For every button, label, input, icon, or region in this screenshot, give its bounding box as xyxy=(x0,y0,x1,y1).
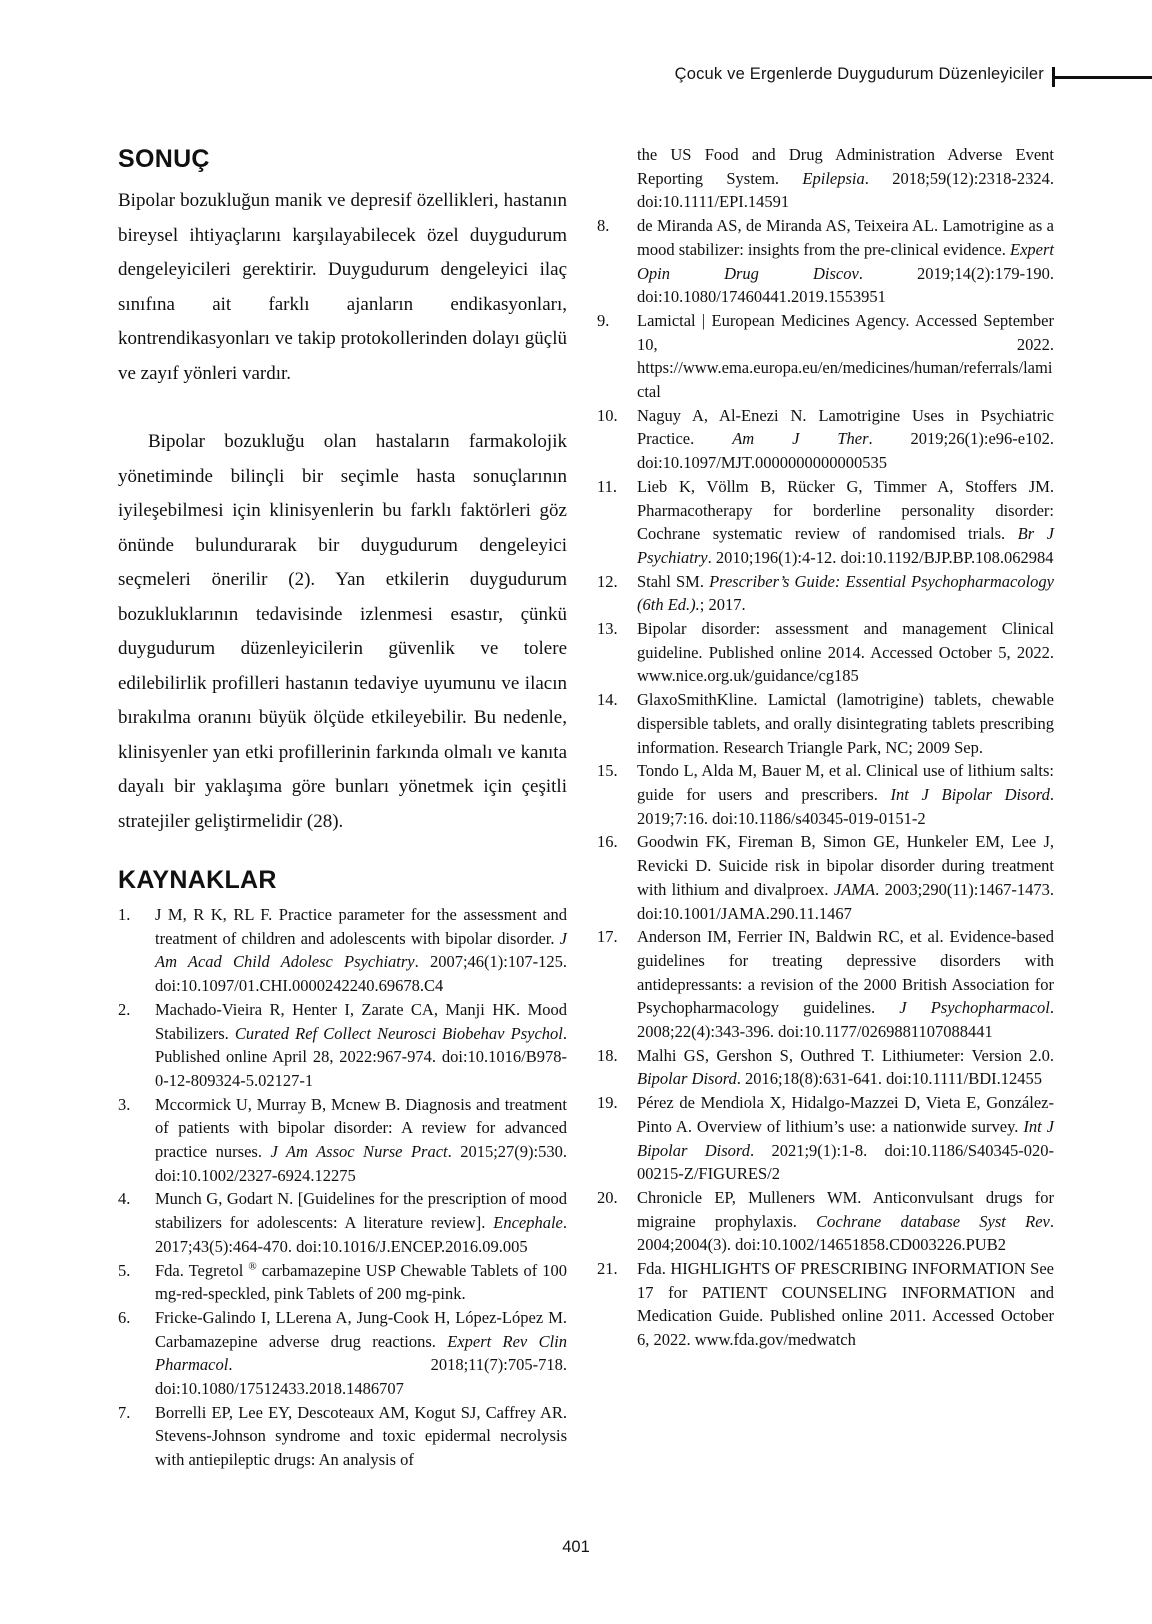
reference-number: 8. xyxy=(597,216,610,236)
reference-number: 12. xyxy=(597,571,618,591)
reference-item xyxy=(597,143,1054,214)
reference-number: 20. xyxy=(597,1187,618,1207)
section-heading-kaynaklar: KAYNAKLAR xyxy=(118,866,277,894)
reference-item xyxy=(597,570,1054,617)
reference-item xyxy=(597,925,1054,1044)
reference-text: Anderson IM, Ferrier IN, Baldwin RC, et al. Evidence-based guidelines for treating depressive disorders with antidepressants: a revision of the 2000 British Association for Psychopharmacology guidelines. J Psychopharmacol. 2008;22(4):343-396. doi:10.1177/0269881107088441 xyxy=(637,927,1054,1042)
reference-number: 19. xyxy=(597,1093,618,1113)
reference-text: Machado-Vieira R, Henter I, Zarate CA, Manji HK. Mood Stabilizers. Curated Ref Collect Neurosci Biobehav Psychol. Published online April 28, 2022:967-974. doi:10.1016/B978-0-12-809324-5.02127-1 xyxy=(155,999,567,1090)
reference-number: 18. xyxy=(597,1045,618,1065)
reference-text: Goodwin FK, Fireman B, Simon GE, Hunkeler EM, Lee J, Revicki D. Suicide risk in bipolar disorder during treatment with lithium and divalproex. JAMA. 2003;290(11):1467-1473. doi:10.1001/JAMA.290.11.1467 xyxy=(637,832,1055,923)
reference-number: 13. xyxy=(597,619,618,639)
reference-item xyxy=(118,1187,567,1258)
reference-item xyxy=(118,1306,567,1401)
references-list-right xyxy=(597,143,1054,1352)
reference-text: Pérez de Mendiola X, Hidalgo-Mazzei D, Vieta E, González-Pinto A. Overview of lithium’s use: a nationwide survey. Int J Bipolar Disord. 2021;9(1):1-8. doi:10.1186/S40345-020-00215-Z/FIGURES/2 xyxy=(637,1093,1055,1184)
reference-text: Stahl SM. Prescriber’s Guide: Essential Psychopharmacology (6th Ed.).; 2017. xyxy=(637,571,1054,615)
reference-number: 10. xyxy=(597,405,618,425)
reference-number: 6. xyxy=(118,1307,131,1327)
reference-text: Mccormick U, Murray B, Mcnew B. Diagnosis and treatment of patients with bipolar disorder: A review for advanced practice nurses. J Am Assoc Nurse Pract. 2015;27(9):530. doi:10.1002/2327-6924.12275 xyxy=(155,1094,567,1185)
reference-number: 16. xyxy=(597,832,618,852)
reference-text: Fricke-Galindo I, LLerena A, Jung-Cook H, López-López M. Carbamazepine adverse drug reactions. Expert Rev Clin Pharmacol. 2018;11(7):705-718. doi:10.1080/17512433.2018.1486707 xyxy=(155,1307,567,1399)
reference-number: 7. xyxy=(118,1402,131,1422)
reference-text: Tondo L, Alda M, Bauer M, et al. Clinical use of lithium salts: guide for users and prescribers. Int J Bipolar Disord. 2019;7:16. doi:10.1186/s40345-019-0151-2 xyxy=(637,761,1054,828)
reference-item xyxy=(597,1257,1054,1352)
reference-item xyxy=(597,475,1054,570)
reference-text: Borrelli EP, Lee EY, Descoteaux AM, Kogut SJ, Caffrey AR. Stevens-Johnson syndrome and toxic epidermal necrolysis with antiepileptic drugs: An analysis of xyxy=(155,1402,567,1470)
reference-number: 14. xyxy=(597,690,618,710)
reference-text: GlaxoSmithKline. Lamictal (lamotrigine) tablets, chewable dispersible tablets, and orally disintegrating tablets prescribing information. Research Triangle Park, NC; 2009 Sep. xyxy=(637,690,1054,757)
page-number: 401 xyxy=(562,1538,590,1556)
reference-item xyxy=(597,1044,1054,1091)
reference-text: de Miranda AS, de Miranda AS, Teixeira AL. Lamotrigine as a mood stabilizer: insights from the pre-clinical evidence. Expert Opin Drug Discov. 2019;14(2):179-190. doi:10.1080/17460441.2019.1553951 xyxy=(637,216,1054,307)
body-paragraph: Bipolar bozukluğun manik ve depresif özellikleri, hastanın bireysel ihtiyaçlarını karşılayabilecek özel duygudurum dengeleyicileri gerektirir. Duygudurum dengeleyici ilaç sınıfına ait farklı ajanların endikasyonları, kontrendikasyonları ve takip protokollerinden dolayı güçlü ve zayıf yönleri vardır. xyxy=(118,190,567,384)
reference-text: Munch G, Godart N. [Guidelines for the prescription of mood stabilizers for adolescents: A literature review]. Encephale. 2017;43(5):464-470. doi:10.1016/J.ENCEP.2016.09.005 xyxy=(155,1189,567,1256)
reference-item xyxy=(597,830,1054,925)
reference-item xyxy=(118,1093,567,1188)
reference-item xyxy=(597,214,1054,309)
reference-item xyxy=(597,309,1054,404)
reference-text: Lieb K, Völlm B, Rücker G, Timmer A, Stoffers JM. Pharmacotherapy for borderline personality disorder: Cochrane systematic review of randomised trials. Br J Psychiatry. 2010;196(1):4-12. doi:10.1192/BJP.BP.108.062984 xyxy=(637,476,1055,567)
reference-item xyxy=(597,1091,1054,1186)
reference-number: 1. xyxy=(118,905,131,924)
reference-item xyxy=(597,617,1054,688)
reference-number: 21. xyxy=(597,1259,618,1279)
reference-text: Fda. Tegretol ® carbamazepine USP Chewable Tablets of 100 mg-red-speckled, pink Tablets of 200 mg-pink. xyxy=(155,1260,567,1304)
reference-text: Lamictal | European Medicines Agency. Accessed September 10, 2022. https://www.ema.europa.eu/en/medicines/human/referrals/lamictal xyxy=(637,310,1054,402)
references-list-left xyxy=(118,903,567,1472)
reference-item xyxy=(118,1401,567,1472)
reference-item xyxy=(597,1186,1054,1257)
section-heading-sonuc: SONUÇ xyxy=(118,145,210,173)
reference-text: Chronicle EP, Mulleners WM. Anticonvulsant drugs for migraine prophylaxis. Cochrane database Syst Rev. 2004;2004(3). doi:10.1002/14651858.CD003226.PUB2 xyxy=(637,1187,1054,1255)
reference-item xyxy=(118,1259,567,1306)
reference-text: Fda. HIGHLIGHTS OF PRESCRIBING INFORMATION See 17 for PATIENT COUNSELING INFORMATION and Medication Guide. Published online 2011. Accessed October 6, 2022. www.fda.gov/medwatch xyxy=(637,1259,1054,1350)
reference-number: 5. xyxy=(118,1260,131,1280)
reference-text: Malhi GS, Gershon S, Outhred T. Lithiumeter: Version 2.0. Bipolar Disord. 2016;18(8):631-641. doi:10.1111/BDI.12455 xyxy=(637,1045,1054,1089)
reference-number: 17. xyxy=(597,927,618,947)
reference-number: 2. xyxy=(118,999,131,1019)
reference-item xyxy=(118,998,567,1093)
reference-number: 4. xyxy=(118,1189,131,1209)
reference-item xyxy=(118,903,567,998)
running-header-title: Çocuk ve Ergenlerde Duygudurum Düzenleyiciler xyxy=(674,65,1044,83)
reference-text: Naguy A, Al-Enezi N. Lamotrigine Uses in Psychiatric Practice. Am J Ther. 2019;26(1):e96-e102. doi:10.1097/MJT.0000000000000535 xyxy=(637,405,1054,473)
reference-number: 9. xyxy=(597,310,610,330)
reference-text: the US Food and Drug Administration Adverse Event Reporting System. Epilepsia. 2018;59(12):2318-2324. doi:10.1111/EPI.14591 xyxy=(637,145,1054,212)
reference-item xyxy=(597,688,1054,759)
header-rule xyxy=(1052,76,1152,79)
reference-number: 3. xyxy=(118,1094,131,1114)
body-paragraph: Bipolar bozukluğu olan hastaların farmakolojik yönetiminde bilinçli bir seçimle hasta sonuçlarının iyileşebilmesi için klinisyenlerin bu farklı faktörleri göz önünde bulundurarak bir duygudurum dengeleyici seçmeleri önerilir (2). Yan etkilerin duygudurum bozukluklarının tedavisinde izlenmesi esastır, çünkü duygudurum düzenleyicilerin güvenlik ve tolere edilebilirlik profilleri hastanın tedaviye uyumunu ve ilacın bırakılma oranını büyük ölçüde etkileyebilir. Bu nedenle, klinisyenler yan etki profillerinin farkında olmalı ve kanıta dayalı bir yaklaşıma göre bunları yönetmek için çeşitli stratejiler geliştirmelidir (28). xyxy=(118,431,567,832)
reference-item xyxy=(597,404,1054,475)
reference-number: 11. xyxy=(597,476,618,496)
reference-text: J M, R K, RL F. Practice parameter for the assessment and treatment of children and adolescents with bipolar disorder. J Am Acad Child Adolesc Psychiatry. 2007;46(1):107-125. doi:10.1097/01.CHI.0000242240.69678.C4 xyxy=(155,905,567,996)
reference-item xyxy=(597,759,1054,830)
reference-text: Bipolar disorder: assessment and management Clinical guideline. Published online 2014. Accessed October 5, 2022. www.nice.org.uk/guidance/cg185 xyxy=(637,619,1054,686)
reference-number: 15. xyxy=(597,761,618,781)
